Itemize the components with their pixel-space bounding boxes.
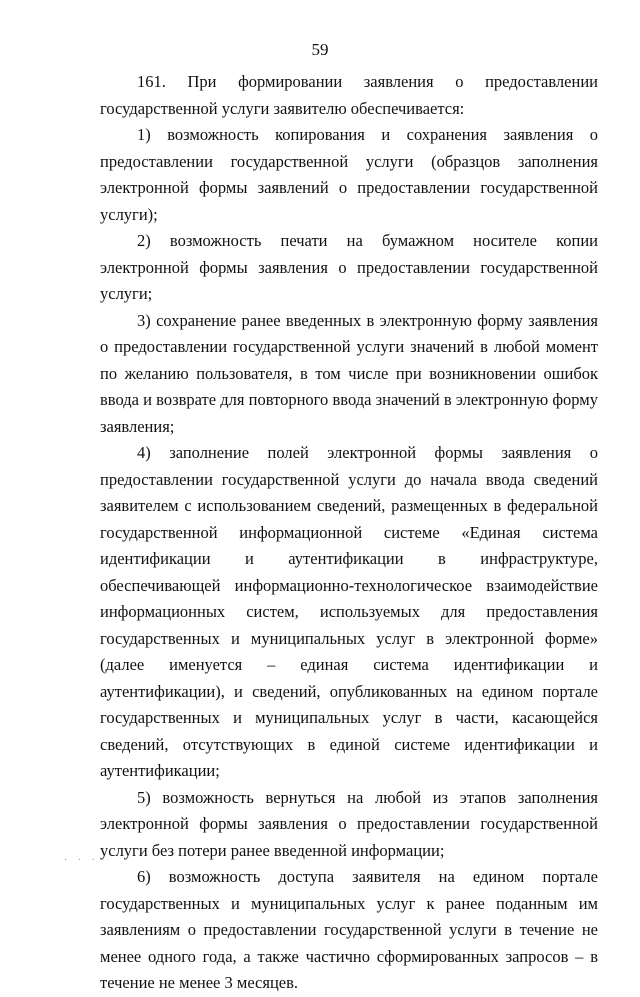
paragraph-item-3: 3) сохранение ранее введенных в электронную форму заявления о предоставлении государственной услуги значений в любой момент по желанию пользователя, в том числе при возникновении ошибок ввода и возврате для повторного ввода значений в электронную форму заявления; <box>100 310 598 436</box>
paragraph-item-4: 4) заполнение полей электронной формы заявления о предоставлении государственной услуги до начала ввода сведений заявителем с использованием сведений, размещенных в федеральной государственной информационной системе «Единая система идентификации и аутентификации в инфраструктуре, обеспечивающей информационно-технологическое взаимодействие информационных систем, используемых для предоставления государственных и муниципальных услуг в электронной форме» (далее именуется – единая система идентификации и аутентификации), и сведений, опубликованных на едином портале государственных и муниципальных услуг в части, касающейся сведений, отсутствующих в единой системе идентификации и аутентификации; <box>100 443 598 780</box>
document-body <box>100 69 598 997</box>
paragraph-161: 161. При формировании заявления о предоставлении государственной услуги заявителю обеспечивается: <box>100 72 598 118</box>
page-number: 59 <box>311 40 329 59</box>
paragraph-item-2: 2) возможность печати на бумажном носителе копии электронной формы заявления о предоставлении государственной услуги; <box>100 231 598 303</box>
paragraph-item-6: 6) возможность доступа заявителя на едином портале государственных и муниципальных услуг к ранее поданным им заявлениям о предоставлении государственной услуги в течение не менее одного года, а также частично сформированных запросов – в течение не менее 3 месяцев. <box>100 867 598 992</box>
scan-artifact-dots: · · · <box>64 855 99 866</box>
paragraph-item-5: 5) возможность вернуться на любой из этапов заполнения электронной формы заявления о предоставлении государственной услуги без потери ранее введенной информации; <box>100 787 598 860</box>
paragraph-item-1: 1) возможность копирования и сохранения заявления о предоставлении государственной услуги (образцов заполнения электронной формы заявлений о предоставлении государственной услуги); <box>100 125 598 224</box>
